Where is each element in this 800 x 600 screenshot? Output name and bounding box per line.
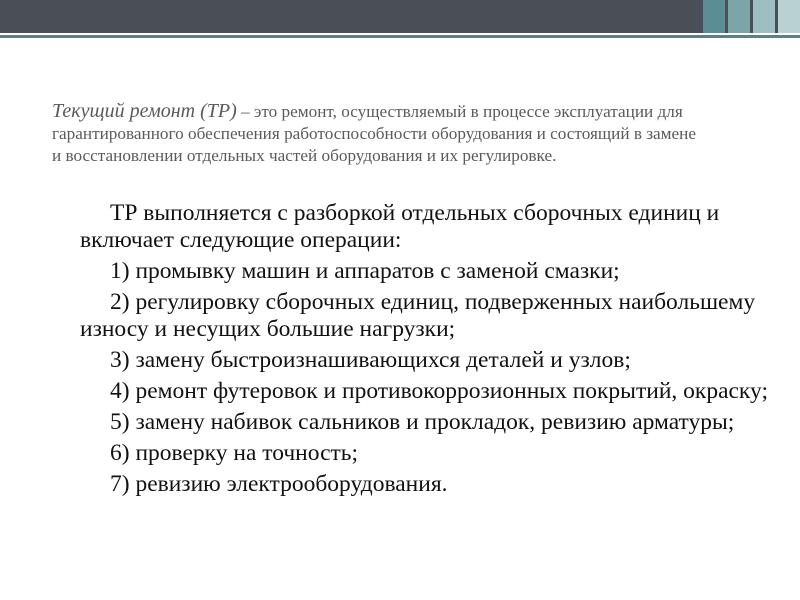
definition-text: – это ремонт, осуществляемый в процессе эксплуатации для гарантированного обеспечения работоспособности оборудования и состоящий в замене и восстановлении отдельных частей оборудования и их регулировке. (52, 102, 696, 165)
decorative-square (728, 0, 750, 33)
operation-item: 4) ремонт футеровок и противокоррозионных покрытий, окраску; (110, 378, 768, 404)
operation-item: 2) регулировку сборочных единиц, подверженных наибольшему износу и несущих большие нагрузки; (80, 289, 756, 342)
operation-item: 1) промывку машин и аппаратов с заменой смазки; (110, 258, 620, 284)
operation-item: 5) замену набивок сальников и прокладок, ревизию арматуры; (110, 409, 735, 435)
top-accent-line (0, 35, 800, 38)
operation-item: 7) ревизию электрооборудования. (110, 471, 448, 497)
operation-item: 3) замену быстроизнашивающихся деталей и узлов; (110, 347, 631, 373)
decorative-square (778, 0, 800, 33)
definition-term: Текущий ремонт (ТР) (52, 100, 237, 122)
definition-paragraph (52, 100, 702, 167)
top-decorative-squares (700, 0, 800, 33)
operations-lead: ТР выполняется с разборкой отдельных сборочных единиц и включает следующие операции: (80, 200, 720, 253)
operation-item: 6) проверку на точность; (110, 440, 359, 466)
operations-block (80, 200, 770, 502)
decorative-square (753, 0, 775, 33)
decorative-square (703, 0, 725, 33)
top-decorative-bar (0, 0, 800, 33)
